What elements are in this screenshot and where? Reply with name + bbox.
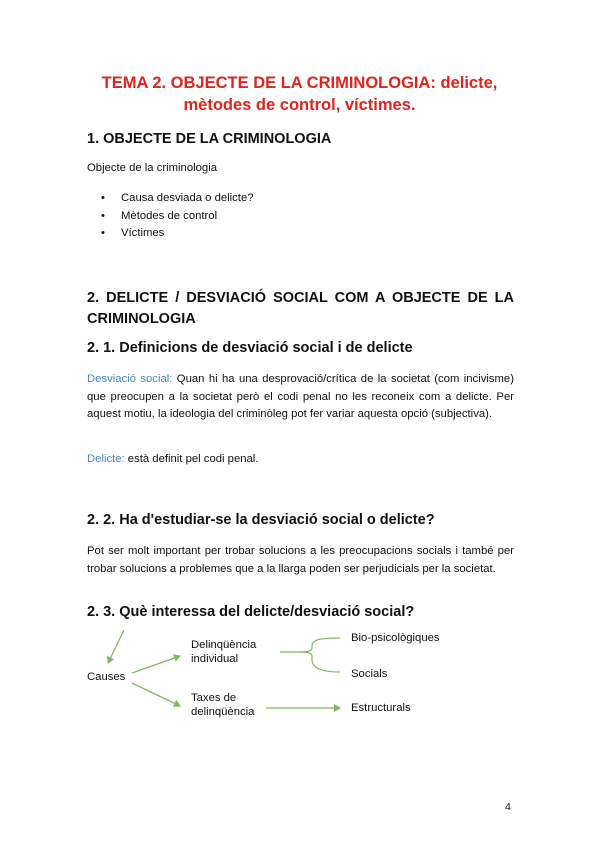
term-crime: Delicte: <box>87 453 125 465</box>
diagram-branch-rates <box>191 691 254 719</box>
brace-icon <box>298 638 340 672</box>
subsection-2-2-heading: 2. 2. Ha d'estudiar-se la desviació social o delicte? <box>87 512 435 528</box>
list-item: • Causa desviada o delicte? <box>121 190 254 208</box>
list-item: • Víctimes <box>121 225 254 243</box>
branch-individual-line-1: Delinqüència <box>191 639 257 651</box>
title-line-1: TEMA 2. OBJECTE DE LA CRIMINOLOGIA: delicte, <box>101 74 498 92</box>
arrow-causes-to-rates <box>132 683 180 706</box>
section-2-heading-line-1: 2. DELICTE / DESVIACIÓ SOCIAL COM A OBJECTE DE LA <box>87 290 514 306</box>
definition-deviation-text: Quan hi ha una desprovació/crítica de la societat (com incivisme) que preocupen a la societat però el codi penal no les reconeix com a delicte. Per aquest motiu, la ideologia del criminòleg pot fer variar aquesta opció (subjectiva). <box>87 373 514 420</box>
page-number: 4 <box>505 801 511 813</box>
diagram-root-causes: Causes <box>87 671 126 683</box>
diagram-branch-individual <box>191 638 256 666</box>
section-1-intro: Objecte de la criminologia <box>87 162 217 174</box>
branch-rates-line-1: Taxes de <box>191 692 237 704</box>
diagram-leaf-social: Socials <box>351 668 388 680</box>
title-line-2: mètodes de control, víctimes. <box>183 96 416 114</box>
subsection-2-2-text: Pot ser molt important per trobar solucions a les preocupacions socials i també per trobar solucions a problemes que a la llarga poden ser perjudicials per la societat. <box>87 545 514 575</box>
arrow-causes-to-individual <box>132 656 180 673</box>
arrow-into-causes <box>108 630 124 663</box>
branch-rates-line-2: delinqüència <box>191 706 255 718</box>
branch-individual-line-2: individual <box>191 653 239 665</box>
diagram-leaf-bio: Bio-psicològiques <box>351 632 440 644</box>
definition-crime-text: està definit pel codi penal. <box>124 453 259 465</box>
diagram-leaf-structural: Estructurals <box>351 702 411 714</box>
section-1-heading: 1. OBJECTE DE LA CRIMINOLOGIA <box>87 131 332 147</box>
term-deviation: Desviació social: <box>87 373 173 385</box>
section-2-heading-line-2: CRIMINOLOGIA <box>87 311 196 327</box>
subsection-2-3-heading: 2. 3. Què interessa del delicte/desviació social? <box>87 604 415 620</box>
subsection-2-1-heading: 2. 1. Definicions de desviació social i de delicte <box>87 340 413 356</box>
list-item: • Mètodes de control <box>121 208 254 226</box>
